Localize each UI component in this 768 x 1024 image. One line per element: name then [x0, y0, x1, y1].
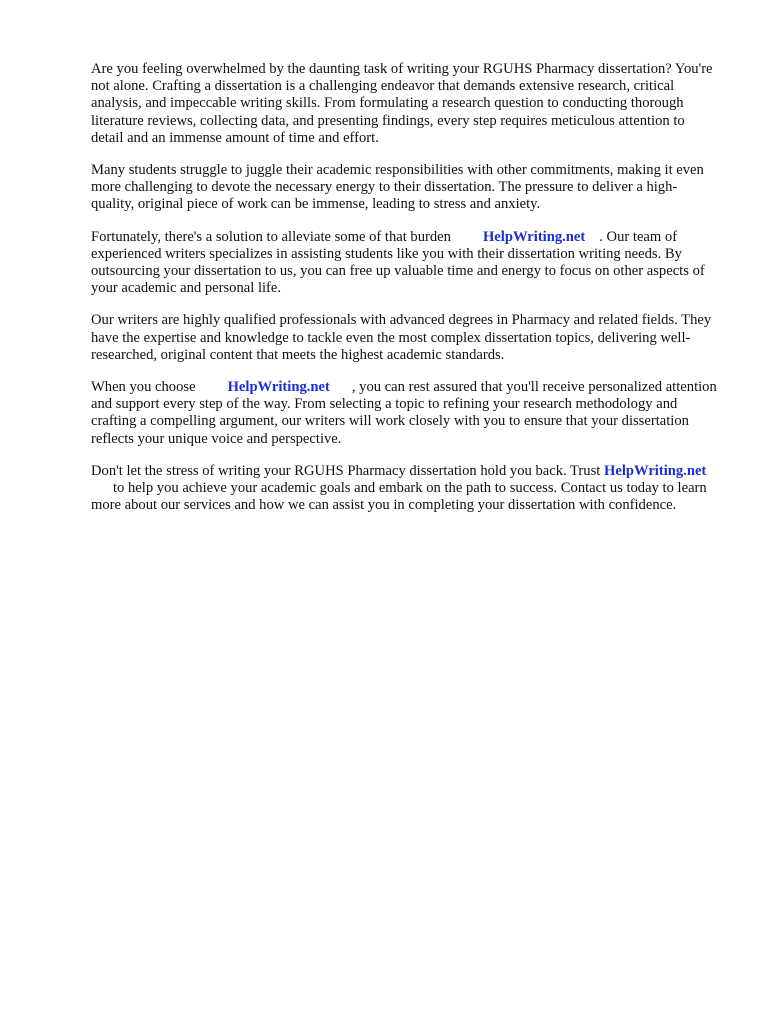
- paragraph-intro: [91, 61, 719, 147]
- paragraph-intro-text: Are you feeling overwhelmed by the daunting task of writing your RGUHS Pharmacy dissertation? You're not alone. Crafting a dissertation is a challenging endeavor that demands extensive research, critical analysis, and impeccable writing skills. From formulating a research question to conducting thorough literature reviews, collecting data, and presenting findings, every step requires meticulous attention to detail and an immense amount of time and effort.: [91, 61, 713, 146]
- document-body: [91, 61, 719, 529]
- paragraph-solution-text-start: Fortunately, there's a solution to alleviate some of that burden: [91, 228, 451, 245]
- paragraph-choose: [91, 379, 719, 448]
- paragraph-closing-text-start: Don't let the stress of writing your RGUHS Pharmacy dissertation hold you back. Trust: [91, 462, 601, 479]
- paragraph-closing: [91, 463, 719, 515]
- helpwriting-link-3[interactable]: HelpWriting.net: [603, 462, 707, 479]
- paragraph-solution-text-end: . Our team of experienced writers specializes in assisting students like you with their dissertation writing needs. By outsourcing your dissertation to us, you can free up valuable time and energy to focus on other aspects of your academic and personal life.: [91, 228, 705, 297]
- paragraph-choose-text-end: , you can rest assured that you'll receive personalized attention and support every step of the way. From selecting a topic to refining your research methodology and crafting a compelling argument, our writers will work closely with you to ensure that your dissertation reflects your unique voice and perspective.: [91, 379, 717, 447]
- paragraph-choose-text-start: When you choose: [91, 379, 196, 396]
- helpwriting-link-1[interactable]: HelpWriting.net: [482, 228, 586, 245]
- paragraph-closing-text-end: to help you achieve your academic goals and embark on the path to success. Contact us today to learn more about our services and how we can assist you in completing your dissertation with confidence.: [91, 480, 707, 514]
- paragraph-writers-text: Our writers are highly qualified professionals with advanced degrees in Pharmacy and related fields. They have the expertise and knowledge to tackle even the most complex dissertation topics, delivering well-researched, original content that meets the highest academic standards.: [91, 312, 712, 363]
- paragraph-struggle-text: Many students struggle to juggle their academic responsibilities with other commitments, making it even more challenging to devote the necessary energy to their dissertation. The pressure to deliver a high-quality, original piece of work can be immense, leading to stress and anxiety.: [91, 162, 704, 213]
- paragraph-solution: [91, 229, 719, 298]
- paragraph-writers: [91, 312, 719, 364]
- paragraph-struggle: [91, 162, 719, 214]
- helpwriting-link-2[interactable]: HelpWriting.net: [227, 379, 330, 396]
